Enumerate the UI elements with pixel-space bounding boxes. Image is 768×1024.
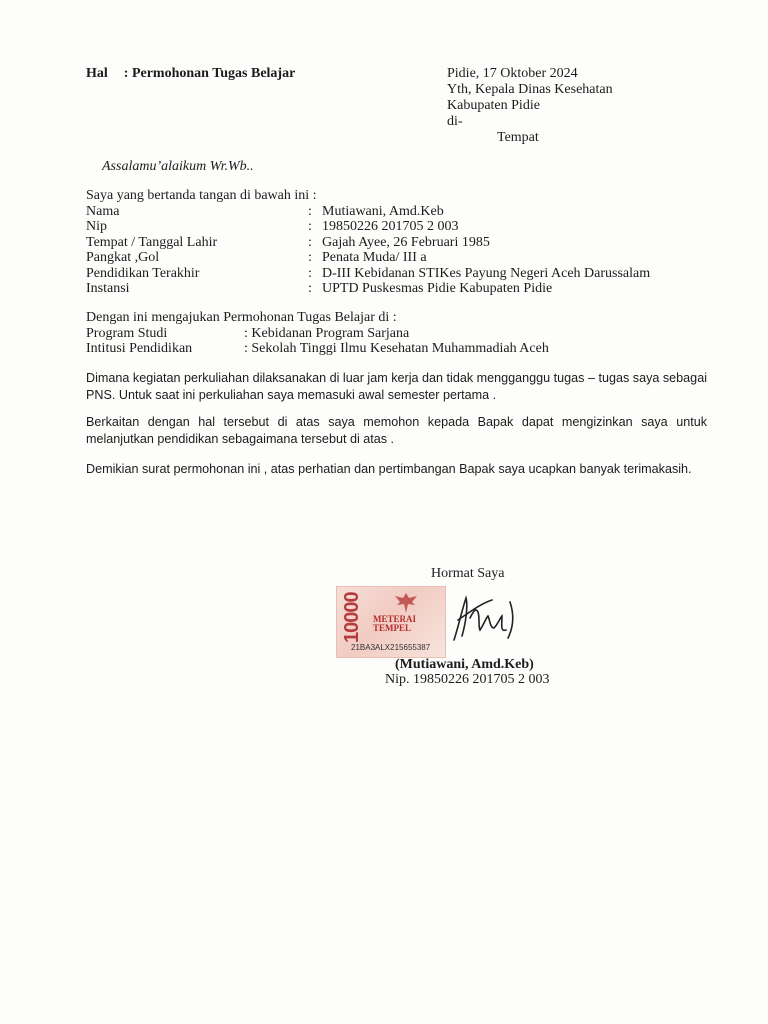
recipient-regency: Kabupaten Pidie [447, 98, 540, 113]
signer-name: (Mutiawani, Amd.Keb) [395, 657, 534, 672]
handwritten-signature [440, 590, 518, 646]
identity-label: Pendidikan Terakhir [86, 265, 200, 281]
identity-value: 19850226 201705 2 003 [322, 219, 459, 234]
recipient-di: di- [447, 114, 463, 129]
identity-label: Nip [86, 219, 107, 234]
identity-label: Instansi [86, 281, 130, 296]
request-intro: Dengan ini mengajukan Permohonan Tugas Belajar di : [86, 310, 397, 325]
identity-label: Pangkat ,Gol [86, 250, 160, 265]
stamp-code: 21BA3ALX215655387 [351, 643, 431, 652]
study-value: : Kebidanan Program Sarjana [244, 325, 410, 341]
recipient-title: Yth, Kepala Dinas Kesehatan [447, 82, 613, 97]
closing-greeting: Hormat Saya [431, 566, 505, 581]
study-label: Intitusi Pendidikan [86, 341, 193, 356]
identity-value: Gajah Ayee, 26 Februari 1985 [322, 234, 490, 250]
signer-nip: Nip. 19850226 201705 2 003 [385, 672, 550, 687]
study-value: : Sekolah Tinggi Ilmu Kesehatan Muhammadiah Aceh [244, 341, 549, 356]
subject-value: : Permohonan Tugas Belajar [123, 66, 296, 81]
subject-line [86, 66, 295, 82]
study-row [86, 326, 549, 342]
intro-line: Saya yang bertanda tangan di bawah ini : [86, 188, 317, 203]
identity-row: Nama : Mutiawani, Amd.Keb [86, 203, 444, 219]
identity-value: Mutiawani, Amd.Keb [322, 203, 444, 219]
stamp-value: 10000 [341, 592, 363, 643]
identity-block [86, 188, 650, 297]
greeting: Assalamu’alaikum Wr.Wb.. [102, 159, 254, 174]
identity-value: D-III Kebidanan STIKes Payung Negeri Aceh Darussalam [322, 265, 651, 281]
study-label: Program Studi [86, 325, 168, 341]
paragraph: Berkaitan dengan hal tersebut di atas saya memohon kepada Bapak dapat mengizinkan saya untuk melanjutkan pendidikan sebagaimana tersebut di atas . [86, 415, 707, 446]
paragraph: Dimana kegiatan perkuliahan dilaksanakan di luar jam kerja dan tidak mengganggu tugas – tugas saya sebagai PNS. Untuk saat ini perkuliahan saya memasuki awal semester pertama . [86, 371, 707, 402]
paragraph: Demikian surat permohonan ini , atas perhatian dan pertimbangan Bapak saya ucapkan banyak terimakasih. [86, 462, 692, 476]
garuda-emblem-icon [393, 591, 419, 615]
study-block [86, 310, 549, 357]
place-date: Pidie, 17 Oktober 2024 [447, 66, 578, 81]
identity-label: Tempat / Tanggal Lahir [86, 234, 218, 250]
identity-row: Pendidikan Terakhir : D-III Kebidanan STIKes Payung Negeri Aceh Darussalam [86, 265, 651, 281]
identity-row: Nip : 19850226 201705 2 003 [86, 219, 459, 234]
identity-value: Penata Muda/ III a [322, 250, 427, 265]
identity-value: UPTD Puskesmas Pidie Kabupaten Pidie [322, 281, 553, 296]
recipient-place: Tempat [497, 130, 539, 145]
subject-label: Hal [86, 66, 108, 81]
identity-label: Nama [86, 203, 120, 219]
identity-row: Pangkat ,Gol : Penata Muda/ III a [86, 250, 427, 265]
meterai-stamp [336, 586, 446, 658]
recipient-address [447, 66, 613, 146]
study-row [86, 341, 549, 357]
identity-row: Tempat / Tanggal Lahir : Gajah Ayee, 26 Februari 1985 [86, 234, 490, 250]
stamp-label: METERAI TEMPEL [373, 614, 417, 633]
identity-row: Instansi : UPTD Puskesmas Pidie Kabupaten Pidie [86, 281, 553, 296]
